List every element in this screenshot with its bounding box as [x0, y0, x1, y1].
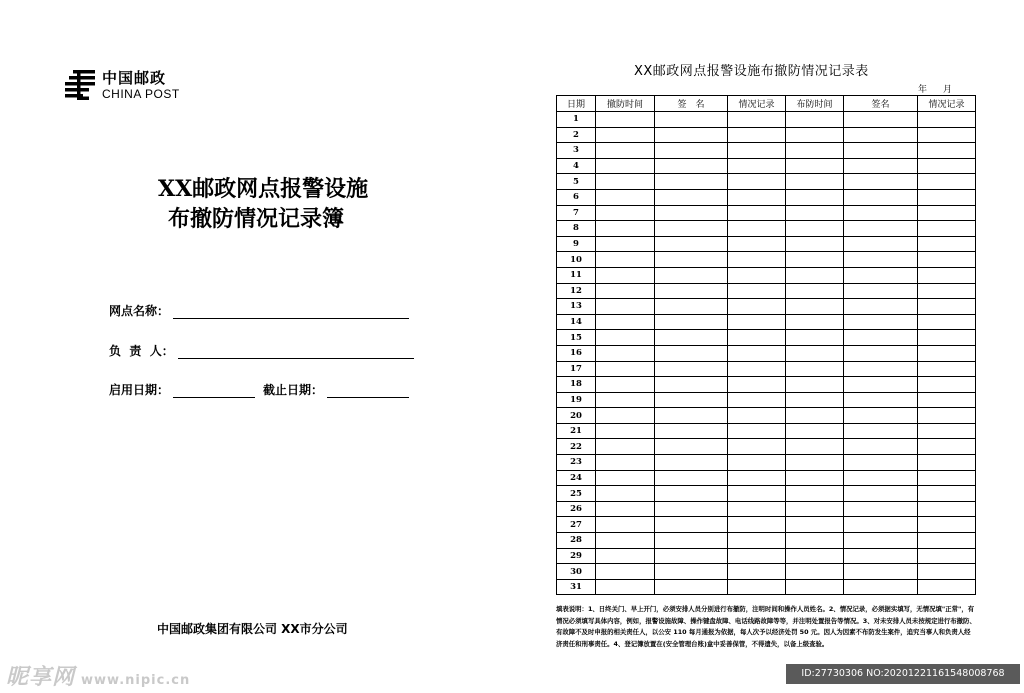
header-disarm-time: 撤防时间	[596, 96, 655, 112]
header-signature: 签 名	[655, 96, 728, 112]
entry-cell[interactable]	[844, 252, 918, 268]
day-cell: 9	[557, 236, 596, 252]
entry-cell[interactable]	[918, 548, 976, 564]
entry-cell[interactable]	[918, 564, 976, 580]
entry-cell[interactable]	[918, 267, 976, 283]
table-row	[557, 174, 976, 190]
entry-cell[interactable]	[786, 221, 844, 237]
branch-name-field[interactable]	[173, 306, 409, 319]
entry-cell[interactable]	[786, 501, 844, 517]
entry-cell[interactable]	[918, 143, 976, 159]
entry-cell[interactable]	[596, 548, 655, 564]
day-cell: 16	[557, 345, 596, 361]
entry-cell[interactable]	[786, 470, 844, 486]
entry-cell[interactable]	[844, 439, 918, 455]
day-cell: 22	[557, 439, 596, 455]
entry-cell[interactable]	[655, 236, 728, 252]
entry-cell[interactable]	[844, 579, 918, 595]
entry-cell[interactable]	[728, 314, 786, 330]
table-row	[557, 455, 976, 471]
entry-cell[interactable]	[728, 158, 786, 174]
day-cell: 29	[557, 548, 596, 564]
day-cell: 15	[557, 330, 596, 346]
entry-cell[interactable]	[918, 439, 976, 455]
entry-cell[interactable]	[596, 486, 655, 502]
start-date-label: 启用日期：	[109, 383, 170, 397]
entry-cell[interactable]	[918, 112, 976, 128]
table-row	[557, 189, 976, 205]
entry-cell[interactable]	[844, 112, 918, 128]
entry-cell[interactable]	[655, 361, 728, 377]
entry-cell[interactable]	[728, 283, 786, 299]
entry-cell[interactable]	[918, 314, 976, 330]
end-date-field[interactable]	[327, 385, 409, 398]
entry-cell[interactable]	[596, 174, 655, 190]
entry-cell[interactable]	[786, 579, 844, 595]
logo-name-en: CHINA POST	[102, 86, 180, 101]
entry-cell[interactable]	[655, 377, 728, 393]
day-cell: 19	[557, 392, 596, 408]
entry-cell[interactable]	[786, 564, 844, 580]
organization-name: 中国邮政集团有限公司 XX市分公司	[157, 622, 348, 636]
entry-cell[interactable]	[918, 345, 976, 361]
manager-label: 负 责 人：	[109, 344, 174, 358]
entry-cell[interactable]	[786, 361, 844, 377]
entry-cell[interactable]	[786, 408, 844, 424]
entry-cell[interactable]	[786, 158, 844, 174]
day-cell: 23	[557, 455, 596, 471]
entry-cell[interactable]	[786, 314, 844, 330]
entry-cell[interactable]	[786, 112, 844, 128]
day-cell: 17	[557, 361, 596, 377]
entry-cell[interactable]	[728, 330, 786, 346]
entry-cell[interactable]	[596, 221, 655, 237]
day-cell: 3	[557, 143, 596, 159]
entry-cell[interactable]	[596, 345, 655, 361]
entry-cell[interactable]	[786, 439, 844, 455]
entry-cell[interactable]	[655, 283, 728, 299]
entry-cell[interactable]	[655, 314, 728, 330]
table-row	[557, 439, 976, 455]
entry-cell[interactable]	[918, 158, 976, 174]
table-row	[557, 361, 976, 377]
day-cell: 21	[557, 423, 596, 439]
day-cell: 10	[557, 252, 596, 268]
entry-cell[interactable]	[844, 189, 918, 205]
table-row	[557, 112, 976, 128]
year-label: 年	[918, 85, 928, 95]
entry-cell[interactable]	[655, 189, 728, 205]
entry-cell[interactable]	[918, 517, 976, 533]
fill-instructions: 填表说明：1、日终关门、早上开门，必须安排人员分别进行布撤防，注明时间和操作人员姓名。2、情况记录，必须据实填写，无情况填"正常"，有情况必须填写具体内容，例如，报警设施故障、操作键盘故障、电话线路故障等等，并注明处置报告等情况。3、对未安排人员未按规定进行布撤防、有故障不及时申报的相关责任人，以公安 110 每月通报为依据，每人次予以经济处罚 50 元。因人为因素不布防发生案件，追究当事人和负责人经济责任和刑事责任。4、登记簿放置在(安全管理台账)盒中妥善保管，不得遗失，以备上级查验。	[556, 605, 976, 648]
entry-cell[interactable]	[918, 252, 976, 268]
entry-cell[interactable]	[844, 143, 918, 159]
logo-name-cn: 中国邮政	[102, 68, 167, 87]
entry-cell[interactable]	[918, 533, 976, 549]
entry-cell[interactable]	[844, 158, 918, 174]
day-cell: 7	[557, 205, 596, 221]
book-title	[158, 174, 368, 234]
entry-cell[interactable]	[918, 236, 976, 252]
entry-cell[interactable]	[844, 486, 918, 502]
entry-cell[interactable]	[596, 392, 655, 408]
branch-name-label: 网点名称：	[109, 304, 170, 318]
entry-cell[interactable]	[728, 579, 786, 595]
start-date-field[interactable]	[173, 385, 255, 398]
entry-cell[interactable]	[655, 548, 728, 564]
entry-cell[interactable]	[786, 252, 844, 268]
entry-cell[interactable]	[844, 517, 918, 533]
day-cell: 1	[557, 112, 596, 128]
entry-cell[interactable]	[596, 377, 655, 393]
table-row	[557, 267, 976, 283]
entry-cell[interactable]	[786, 377, 844, 393]
entry-cell[interactable]	[596, 158, 655, 174]
day-cell: 4	[557, 158, 596, 174]
entry-cell[interactable]	[655, 143, 728, 159]
entry-cell[interactable]	[728, 345, 786, 361]
entry-cell[interactable]	[655, 158, 728, 174]
entry-cell[interactable]	[786, 205, 844, 221]
entry-cell[interactable]	[844, 408, 918, 424]
entry-cell[interactable]	[918, 221, 976, 237]
entry-cell[interactable]	[844, 314, 918, 330]
day-cell: 11	[557, 267, 596, 283]
sheet-title: XX邮政网点报警设施布撤防情况记录表	[634, 64, 869, 79]
entry-cell[interactable]	[655, 267, 728, 283]
header-arm-time: 布防时间	[786, 96, 844, 112]
entry-cell[interactable]	[596, 267, 655, 283]
entry-cell[interactable]	[918, 377, 976, 393]
entry-cell[interactable]	[655, 470, 728, 486]
day-cell: 30	[557, 564, 596, 580]
entry-cell[interactable]	[918, 283, 976, 299]
entry-cell[interactable]	[728, 501, 786, 517]
table-row	[557, 127, 976, 143]
entry-cell[interactable]	[655, 501, 728, 517]
day-cell: 2	[557, 127, 596, 143]
year-month-label	[918, 82, 968, 95]
entry-cell[interactable]	[918, 486, 976, 502]
entry-cell[interactable]	[655, 564, 728, 580]
entry-cell[interactable]	[844, 330, 918, 346]
entry-cell[interactable]	[596, 299, 655, 315]
day-cell: 28	[557, 533, 596, 549]
image-id-strip: ID:27730306 NO:20201221161548008768	[786, 664, 1020, 684]
entry-cell[interactable]	[728, 423, 786, 439]
entry-cell[interactable]	[728, 174, 786, 190]
entry-cell[interactable]	[844, 377, 918, 393]
entry-cell[interactable]	[596, 205, 655, 221]
entry-cell[interactable]	[596, 517, 655, 533]
day-cell: 5	[557, 174, 596, 190]
entry-cell[interactable]	[728, 533, 786, 549]
table-row	[557, 564, 976, 580]
table-row	[557, 579, 976, 595]
entry-cell[interactable]	[844, 533, 918, 549]
entry-cell[interactable]	[786, 455, 844, 471]
day-cell: 13	[557, 299, 596, 315]
table-row	[557, 501, 976, 517]
entry-cell[interactable]	[786, 486, 844, 502]
entry-cell[interactable]	[655, 221, 728, 237]
entry-cell[interactable]	[918, 423, 976, 439]
entry-cell[interactable]	[728, 548, 786, 564]
day-cell: 18	[557, 377, 596, 393]
day-cell: 26	[557, 501, 596, 517]
entry-cell[interactable]	[728, 564, 786, 580]
entry-cell[interactable]	[596, 533, 655, 549]
table-row	[557, 143, 976, 159]
table-row	[557, 470, 976, 486]
entry-cell[interactable]	[728, 439, 786, 455]
entry-cell[interactable]	[786, 174, 844, 190]
entry-cell[interactable]	[786, 533, 844, 549]
entry-cell[interactable]	[786, 189, 844, 205]
manager-row	[109, 342, 414, 359]
entry-cell[interactable]	[655, 330, 728, 346]
entry-cell[interactable]	[918, 189, 976, 205]
watermark	[6, 660, 190, 691]
entry-cell[interactable]	[655, 533, 728, 549]
entry-cell[interactable]	[596, 330, 655, 346]
entry-cell[interactable]	[786, 267, 844, 283]
entry-cell[interactable]	[786, 127, 844, 143]
entry-cell[interactable]	[918, 408, 976, 424]
entry-cell[interactable]	[655, 439, 728, 455]
day-cell: 12	[557, 283, 596, 299]
entry-cell[interactable]	[728, 112, 786, 128]
entry-cell[interactable]	[844, 423, 918, 439]
entry-cell[interactable]	[844, 221, 918, 237]
day-cell: 6	[557, 189, 596, 205]
entry-cell[interactable]	[844, 283, 918, 299]
entry-cell[interactable]	[728, 205, 786, 221]
table-row	[557, 408, 976, 424]
day-cell: 31	[557, 579, 596, 595]
header-signature-2: 签名	[844, 96, 918, 112]
book-title-line1: XX邮政网点报警设施	[158, 176, 369, 202]
book-title-line2: 布撤防情况记录簿	[168, 206, 345, 232]
table-row	[557, 533, 976, 549]
entry-cell[interactable]	[844, 236, 918, 252]
entry-cell[interactable]	[918, 392, 976, 408]
date-row	[109, 381, 409, 398]
entry-cell[interactable]	[655, 345, 728, 361]
entry-cell[interactable]	[844, 127, 918, 143]
entry-cell[interactable]	[728, 455, 786, 471]
table-header-row	[557, 96, 976, 112]
header-record: 情况记录	[728, 96, 786, 112]
header-record-2: 情况记录	[918, 96, 976, 112]
table-row	[557, 423, 976, 439]
entry-cell[interactable]	[918, 501, 976, 517]
table-row	[557, 252, 976, 268]
entry-cell[interactable]	[844, 548, 918, 564]
table-row	[557, 283, 976, 299]
entry-cell[interactable]	[728, 143, 786, 159]
entry-cell[interactable]	[786, 236, 844, 252]
entry-cell[interactable]	[786, 423, 844, 439]
day-cell: 24	[557, 470, 596, 486]
entry-cell[interactable]	[596, 408, 655, 424]
table-row	[557, 299, 976, 315]
entry-cell[interactable]	[918, 579, 976, 595]
table-row	[557, 548, 976, 564]
entry-cell[interactable]	[596, 127, 655, 143]
entry-cell[interactable]	[786, 392, 844, 408]
entry-cell[interactable]	[844, 345, 918, 361]
entry-cell[interactable]	[655, 579, 728, 595]
entry-cell[interactable]	[655, 517, 728, 533]
entry-cell[interactable]	[844, 455, 918, 471]
entry-cell[interactable]	[918, 174, 976, 190]
entry-cell[interactable]	[655, 423, 728, 439]
entry-cell[interactable]	[728, 236, 786, 252]
entry-cell[interactable]	[596, 501, 655, 517]
entry-cell[interactable]	[844, 267, 918, 283]
entry-cell[interactable]	[728, 377, 786, 393]
entry-cell[interactable]	[918, 361, 976, 377]
entry-cell[interactable]	[596, 455, 655, 471]
manager-field[interactable]	[178, 346, 414, 359]
entry-cell[interactable]	[918, 455, 976, 471]
table-row	[557, 221, 976, 237]
entry-cell[interactable]	[728, 517, 786, 533]
table-body	[557, 112, 976, 595]
entry-cell[interactable]	[728, 470, 786, 486]
day-cell: 20	[557, 408, 596, 424]
entry-cell[interactable]	[786, 548, 844, 564]
entry-cell[interactable]	[596, 361, 655, 377]
end-date-label: 截止日期：	[263, 383, 324, 397]
entry-cell[interactable]	[596, 564, 655, 580]
entry-cell[interactable]	[844, 501, 918, 517]
entry-cell[interactable]	[655, 112, 728, 128]
branch-name-row	[109, 302, 409, 319]
entry-cell[interactable]	[918, 299, 976, 315]
cover-page	[0, 0, 510, 693]
entry-cell[interactable]	[786, 345, 844, 361]
entry-cell[interactable]	[728, 392, 786, 408]
entry-cell[interactable]	[728, 408, 786, 424]
entry-cell[interactable]	[596, 283, 655, 299]
entry-cell[interactable]	[844, 205, 918, 221]
entry-cell[interactable]	[596, 252, 655, 268]
entry-cell[interactable]	[596, 189, 655, 205]
entry-cell[interactable]	[655, 486, 728, 502]
entry-cell[interactable]	[655, 299, 728, 315]
entry-cell[interactable]	[655, 174, 728, 190]
entry-cell[interactable]	[918, 470, 976, 486]
entry-cell[interactable]	[596, 143, 655, 159]
entry-cell[interactable]	[728, 189, 786, 205]
day-cell: 14	[557, 314, 596, 330]
entry-cell[interactable]	[844, 470, 918, 486]
entry-cell[interactable]	[844, 564, 918, 580]
entry-cell[interactable]	[728, 252, 786, 268]
entry-cell[interactable]	[596, 470, 655, 486]
entry-cell[interactable]	[786, 517, 844, 533]
table-row	[557, 517, 976, 533]
entry-cell[interactable]	[596, 314, 655, 330]
entry-cell[interactable]	[655, 205, 728, 221]
entry-cell[interactable]	[655, 408, 728, 424]
table-row	[557, 377, 976, 393]
entry-cell[interactable]	[728, 127, 786, 143]
entry-cell[interactable]	[655, 392, 728, 408]
entry-cell[interactable]	[655, 455, 728, 471]
entry-cell[interactable]	[844, 299, 918, 315]
entry-cell[interactable]	[918, 205, 976, 221]
entry-cell[interactable]	[728, 299, 786, 315]
entry-cell[interactable]	[918, 330, 976, 346]
entry-cell[interactable]	[786, 143, 844, 159]
entry-cell[interactable]	[728, 361, 786, 377]
month-label: 月	[943, 85, 953, 95]
day-cell: 8	[557, 221, 596, 237]
china-post-logo	[63, 68, 180, 102]
table-row	[557, 314, 976, 330]
defense-log-table	[556, 95, 976, 595]
table-row	[557, 205, 976, 221]
entry-cell[interactable]	[786, 299, 844, 315]
entry-cell[interactable]	[596, 579, 655, 595]
table-row	[557, 345, 976, 361]
entry-cell[interactable]	[786, 330, 844, 346]
entry-cell[interactable]	[728, 221, 786, 237]
entry-cell[interactable]	[786, 283, 844, 299]
table-row	[557, 236, 976, 252]
table-row	[557, 330, 976, 346]
day-cell: 25	[557, 486, 596, 502]
day-cell: 27	[557, 517, 596, 533]
table-row	[557, 486, 976, 502]
entry-cell[interactable]	[655, 252, 728, 268]
entry-cell[interactable]	[844, 392, 918, 408]
watermark-text: 昵享网	[6, 665, 76, 690]
entry-cell[interactable]	[596, 439, 655, 455]
entry-cell[interactable]	[728, 267, 786, 283]
entry-cell[interactable]	[918, 127, 976, 143]
table-row	[557, 158, 976, 174]
entry-cell[interactable]	[596, 112, 655, 128]
watermark-url: www.nipic.cn	[81, 673, 191, 688]
entry-cell[interactable]	[655, 127, 728, 143]
entry-cell[interactable]	[596, 236, 655, 252]
header-date: 日期	[557, 96, 596, 112]
entry-cell[interactable]	[596, 423, 655, 439]
entry-cell[interactable]	[728, 486, 786, 502]
china-post-logo-icon	[63, 68, 97, 102]
table-row	[557, 392, 976, 408]
entry-cell[interactable]	[844, 174, 918, 190]
entry-cell[interactable]	[844, 361, 918, 377]
